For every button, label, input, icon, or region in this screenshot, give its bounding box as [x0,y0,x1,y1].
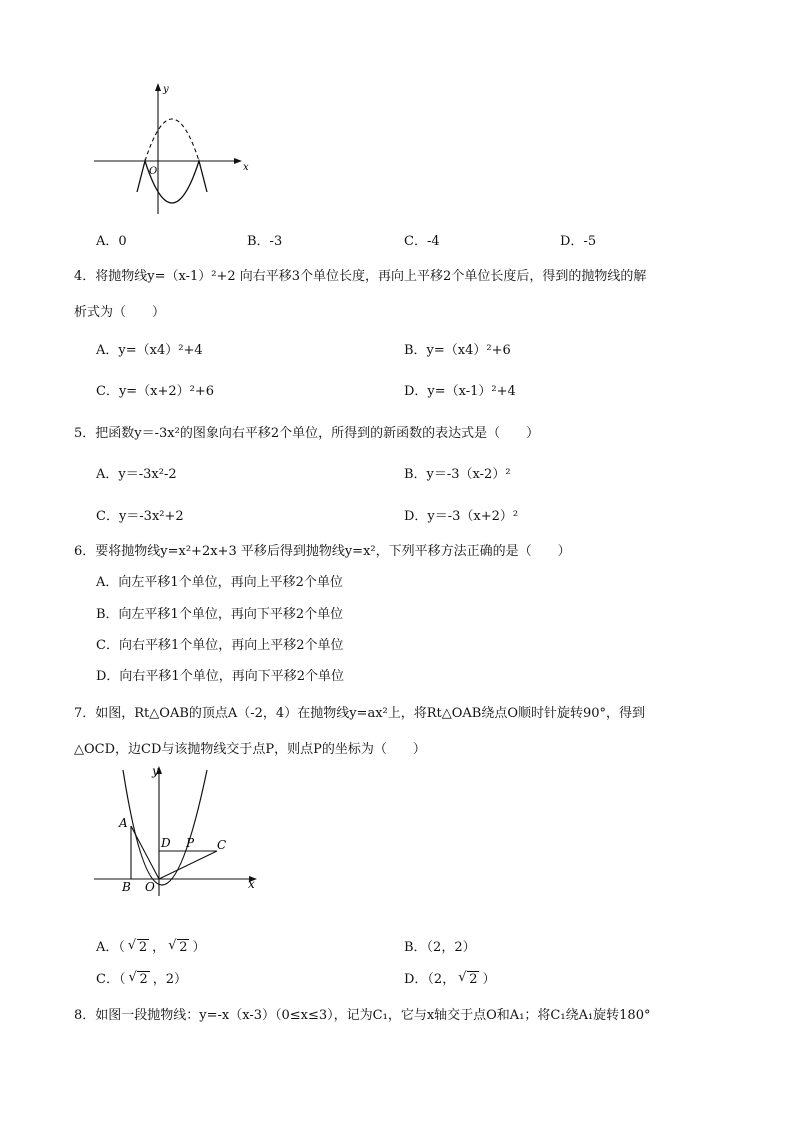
q7-c-suffix: ，2） [152,972,188,987]
q5-option-a: A．y＝-3x²-2 [96,467,177,482]
q3-option-d: D．-5 [560,234,597,249]
label-b: B [122,880,131,894]
q4-stem-line1: 4．将抛物线y=（x-1）²+2 向右平移3个单位长度，再向上平移2个单位长度后，得到的抛物线的解 [74,269,647,284]
sqrt-symbol: √ 2 [128,970,148,987]
rotation-figure-2 [90,760,270,900]
q7-stem-line1: 7．如图，Rt△OAB的顶点A（-2，4）在抛物线y=ax²上，将Rt△OAB绕点O顺时针旋转90°，得到 [74,706,646,721]
dashed-parabola [145,119,199,161]
q3-option-c: C．-4 [404,234,440,249]
fig1-origin-label: O [149,166,158,177]
q5-option-d: D．y＝-3（x+2）² [404,509,519,524]
label-o: O [145,880,155,894]
q4-option-a: A．y=（x4）²+4 [96,343,203,358]
y-axis-arrow [155,83,161,91]
q7-a-separator: ， [152,940,166,955]
q7-a-root1: 2 [138,940,148,955]
q7-option-b: B．（2，2） [404,940,476,955]
q6-option-d: D．向右平移1个单位，再向下平移2个单位 [96,669,344,684]
parabola [123,770,207,885]
q7-stem-line2: △OCD，边CD与该抛物线交于点P，则点P的坐标为（ ） [74,742,426,757]
segment-ao [131,826,159,879]
q8-stem: 8．如图一段抛物线：y=-x（x-3）（0≤x≤3），记为C₁，它与x轴交于点O和A₁；将C₁绕A₁旋转180° [74,1008,651,1023]
q7-c-root: 2 [139,972,148,987]
parabola-figure-1 [90,80,255,220]
q5-option-c: C．y＝-3x²+2 [96,509,184,524]
fig1-x-label: x [243,162,249,173]
solid-graph [137,161,207,203]
q5-option-b: B．y＝-3（x-2）² [404,467,511,482]
label-a: A [119,816,128,830]
q7-a-root2: 2 [179,940,188,955]
x-axis-arrow [234,158,242,164]
q7-c-prefix: C．（ [96,972,126,987]
segment-oc [159,851,217,879]
q6-option-c: C．向右平移1个单位，再向上平移2个单位 [96,638,344,653]
label-p: P [186,836,195,850]
label-d: D [161,836,171,850]
q7-d-root: 2 [469,972,478,987]
fig2-y-label: y [152,764,159,778]
q7-option-a [96,936,205,955]
q3-option-b: B．-3 [247,234,283,249]
q7-d-suffix: ） [482,972,496,987]
q4-stem-line2: 析式为（ ） [74,305,166,320]
q7-a-prefix: A．（ [96,940,125,955]
q4-option-b: B．y=（x4）²+6 [404,343,511,358]
q6-option-a: A．向左平移1个单位，再向上平移2个单位 [96,575,343,590]
q7-option-d [404,968,496,987]
q4-option-c: C．y=（x+2）²+6 [96,384,215,399]
label-c: C [217,838,227,852]
q6-stem: 6．要将抛物线y=x²+2x+3 平移后得到抛物线y=x²，下列平移方法正确的是（ ） [74,544,571,559]
q7-d-prefix: D．（2， [404,972,456,987]
q7-option-c [96,968,187,987]
fig2-x-label: x [248,877,255,891]
q5-stem: 5．把函数y＝-3x²的图象向右平移2个单位，所得到的新函数的表达式是（ ） [74,426,540,441]
sqrt-symbol: √ 2 [168,938,188,955]
q3-option-a: A．0 [96,234,127,249]
sqrt-symbol: √ 2 [127,938,148,955]
sqrt-symbol: √ 2 [458,970,478,987]
q6-option-b: B．向左平移1个单位，再向下平移2个单位 [96,607,344,622]
q7-a-suffix: ） [192,940,206,955]
fig1-y-label: y [163,84,169,95]
q4-option-d: D．y=（x-1）²+4 [404,384,516,399]
